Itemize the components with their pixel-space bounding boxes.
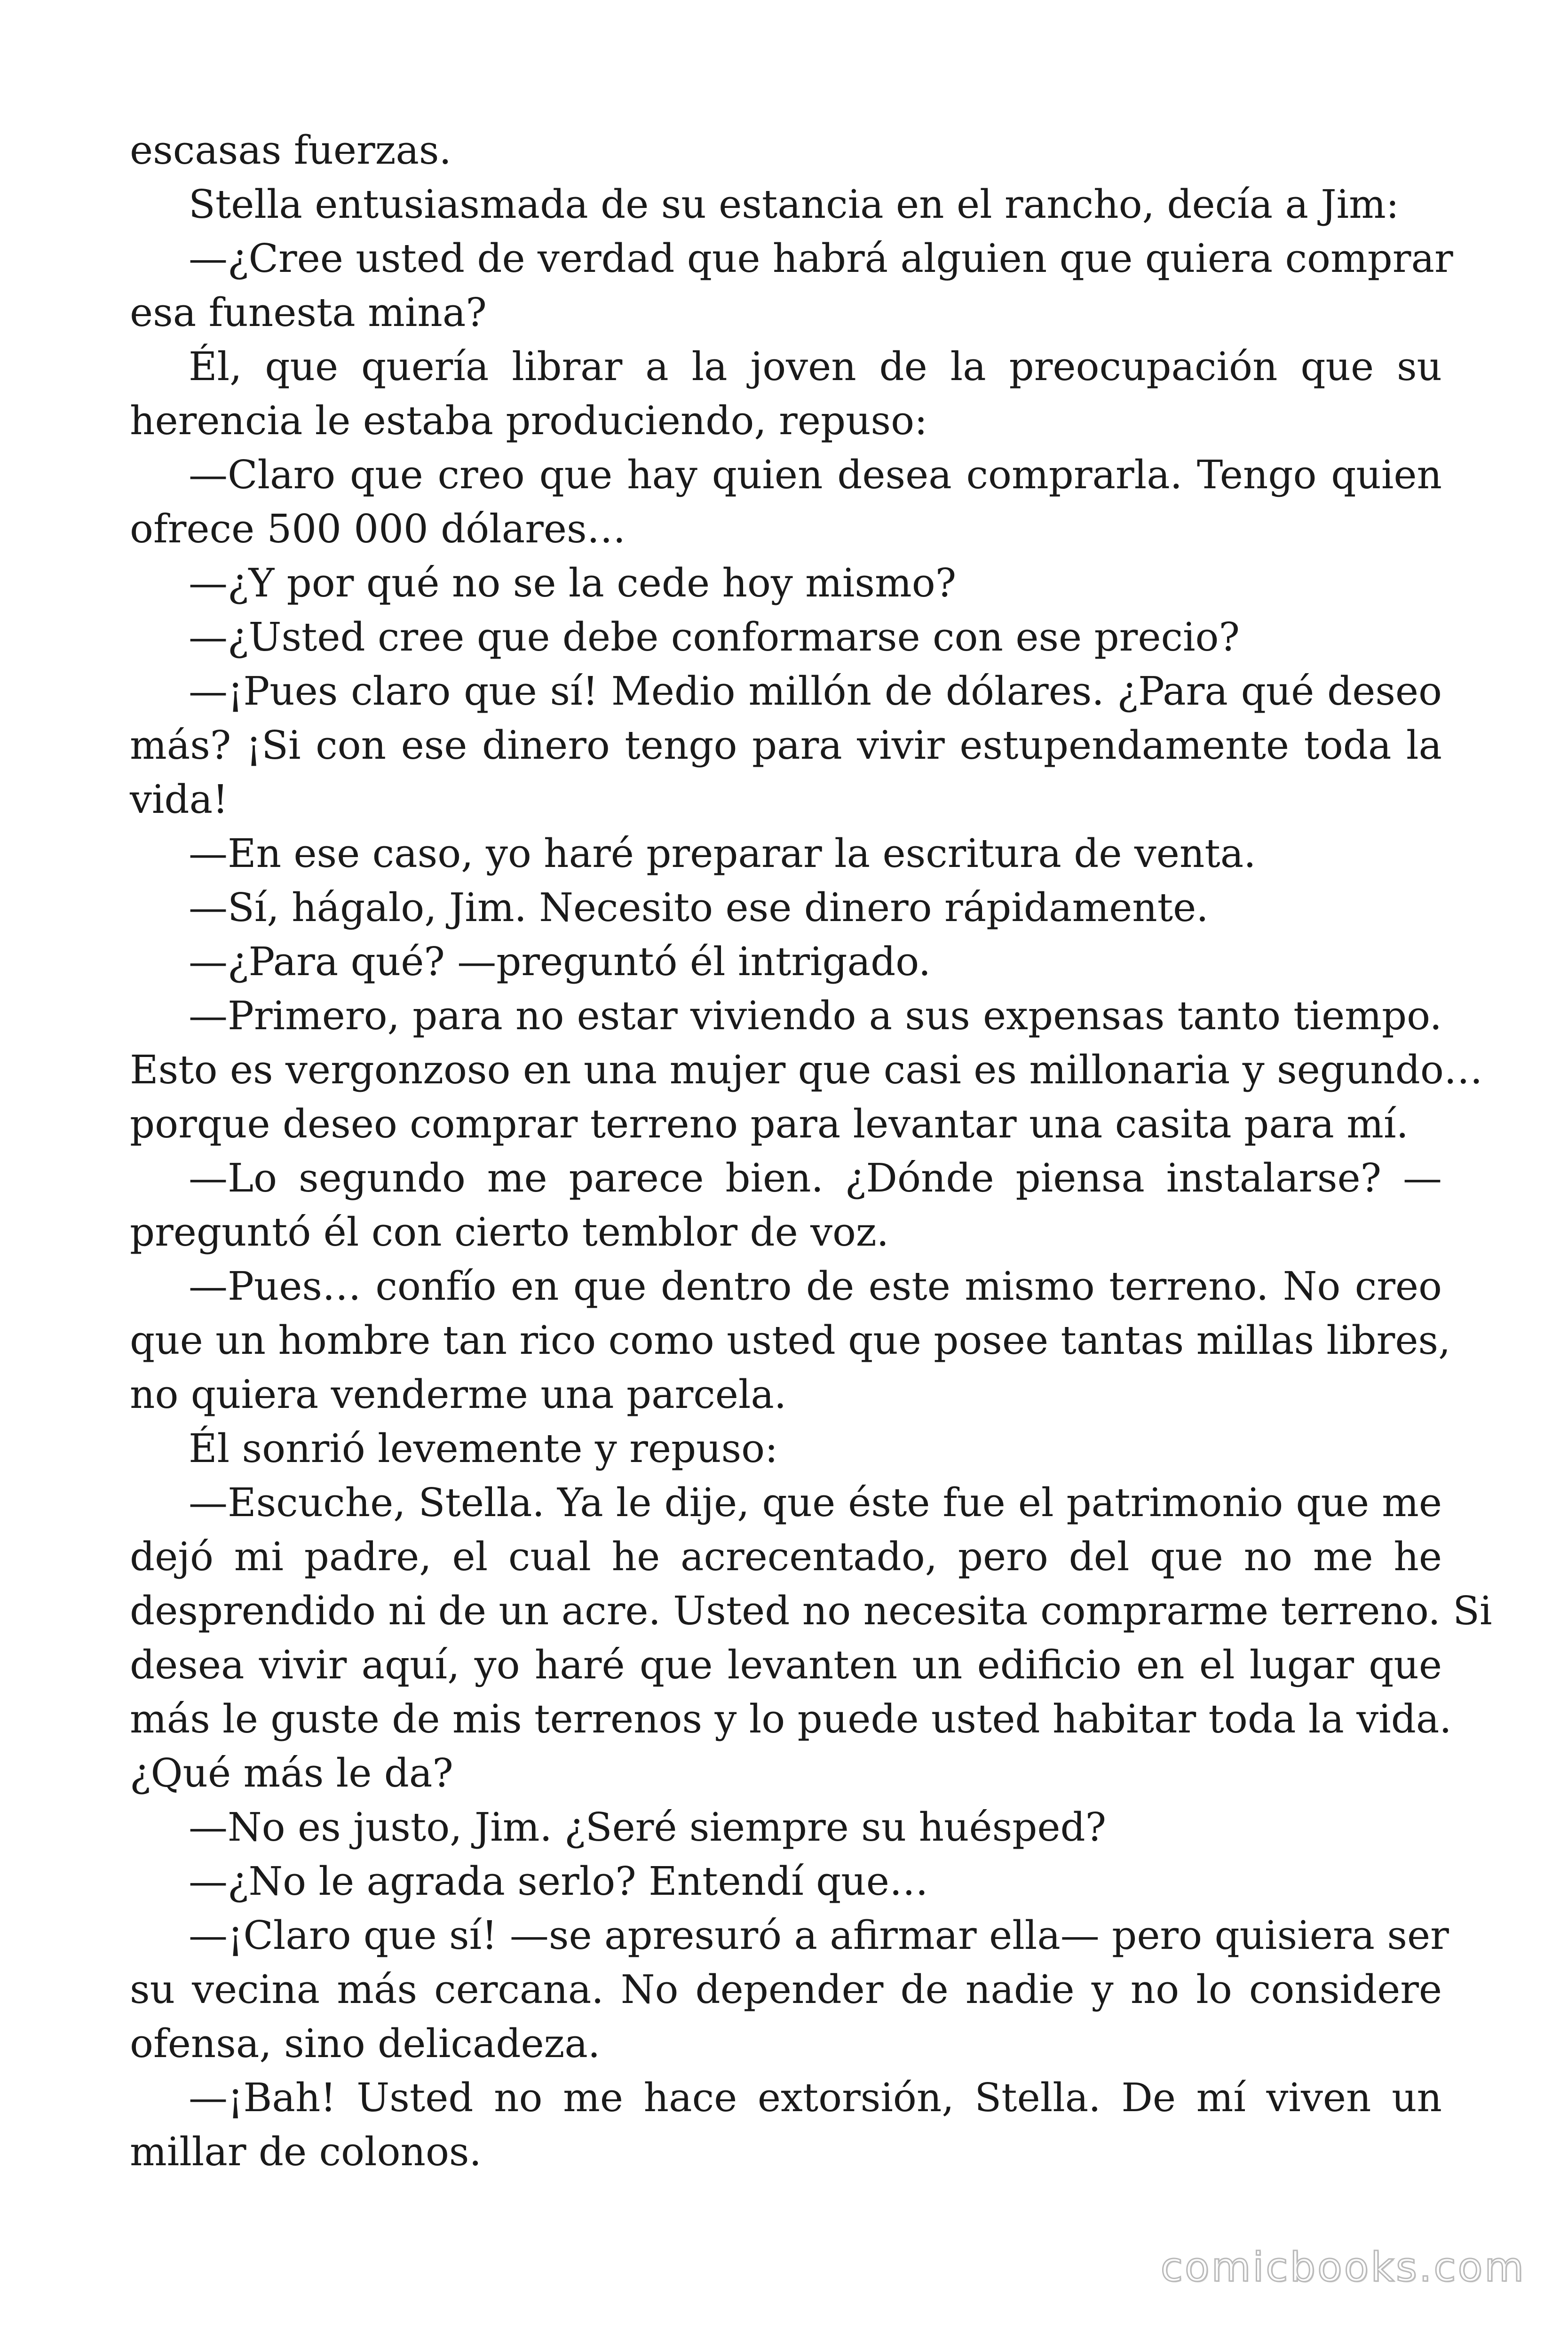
watermark-logo: comicbooks.com [1160,2244,1526,2291]
text-line: no quiera venderme una parcela. [130,1372,787,1417]
text-line: más? ¡Si con ese dinero tengo para vivir estupendamente toda la [130,723,1442,768]
text-line: ofensa, sino delicadeza. [130,2021,601,2066]
text-line: —Pues… confío en que dentro de este mismo terreno. No creo [189,1263,1442,1309]
text-line: —En ese caso, yo haré preparar la escritura de venta. [189,831,1256,876]
text-line: su vecina más cercana. No depender de nadie y no lo considere [130,1967,1442,2012]
text-line: —¿Cree usted de verdad que habrá alguien que quiera comprar [189,236,1453,281]
text-line: preguntó él con cierto temblor de voz. [130,1209,889,1255]
text-line: dejó mi padre, el cual he acrecentado, pero del que no me he [130,1534,1442,1580]
text-line: —¡Bah! Usted no me hace extorsión, Stella. De mí viven un [189,2075,1442,2121]
text-line: —¿Usted cree que debe conformarse con ese precio? [189,614,1240,660]
text-line: herencia le estaba produciendo, repuso: [130,398,928,444]
text-line: —¿Para qué? —preguntó él intrigado. [189,939,931,985]
text-line: —¡Claro que sí! —se apresuró a afirmar ella— pero quisiera ser [189,1913,1449,1958]
text-line: que un hombre tan rico como usted que posee tantas millas libres, [130,1318,1451,1363]
text-line: —Sí, hágalo, Jim. Necesito ese dinero rápidamente. [189,885,1209,930]
text-line: millar de colonos. [130,2129,482,2175]
text-line: —¿No le agrada serlo? Entendí que… [189,1859,928,1904]
page-text-body [130,123,1492,2179]
text-line: —¿Y por qué no se la cede hoy mismo? [189,560,957,606]
text-line: esa funesta mina? [130,290,487,335]
text-line: Stella entusiasmada de su estancia en el rancho, decía a Jim: [189,182,1399,227]
text-line: porque deseo comprar terreno para levantar una casita para mí. [130,1101,1409,1147]
text-line: Esto es vergonzoso en una mujer que casi es millonaria y segundo… [130,1047,1483,1093]
text-line: vida! [130,777,229,822]
text-line: escasas fuerzas. [130,127,451,173]
text-line: desea vivir aquí, yo haré que levanten un edificio en el lugar que [130,1642,1442,1688]
text-line: —Primero, para no estar viviendo a sus expensas tanto tiempo. [189,993,1442,1039]
text-line: Él sonrió levemente y repuso: [189,1426,778,1471]
text-line: —Escuche, Stella. Ya le dije, que éste fue el patrimonio que me [189,1480,1442,1526]
text-line: ¿Qué más le da? [130,1750,453,1796]
text-line: ofrece 500 000 dólares… [130,506,626,552]
text-line: desprendido ni de un acre. Usted no necesita comprarme terreno. Si [130,1588,1492,1634]
text-line: —Lo segundo me parece bien. ¿Dónde piensa instalarse? — [189,1155,1442,1201]
text-line: Él, que quería librar a la joven de la preocupación que su [189,344,1442,389]
text-line: —¡Pues claro que sí! Medio millón de dólares. ¿Para qué deseo [189,668,1442,714]
text-line: —No es justo, Jim. ¿Seré siempre su huésped? [189,1804,1107,1850]
text-line: —Claro que creo que hay quien desea comprarla. Tengo quien [189,452,1442,498]
text-line: más le guste de mis terrenos y lo puede usted habitar toda la vida. [130,1696,1452,1742]
